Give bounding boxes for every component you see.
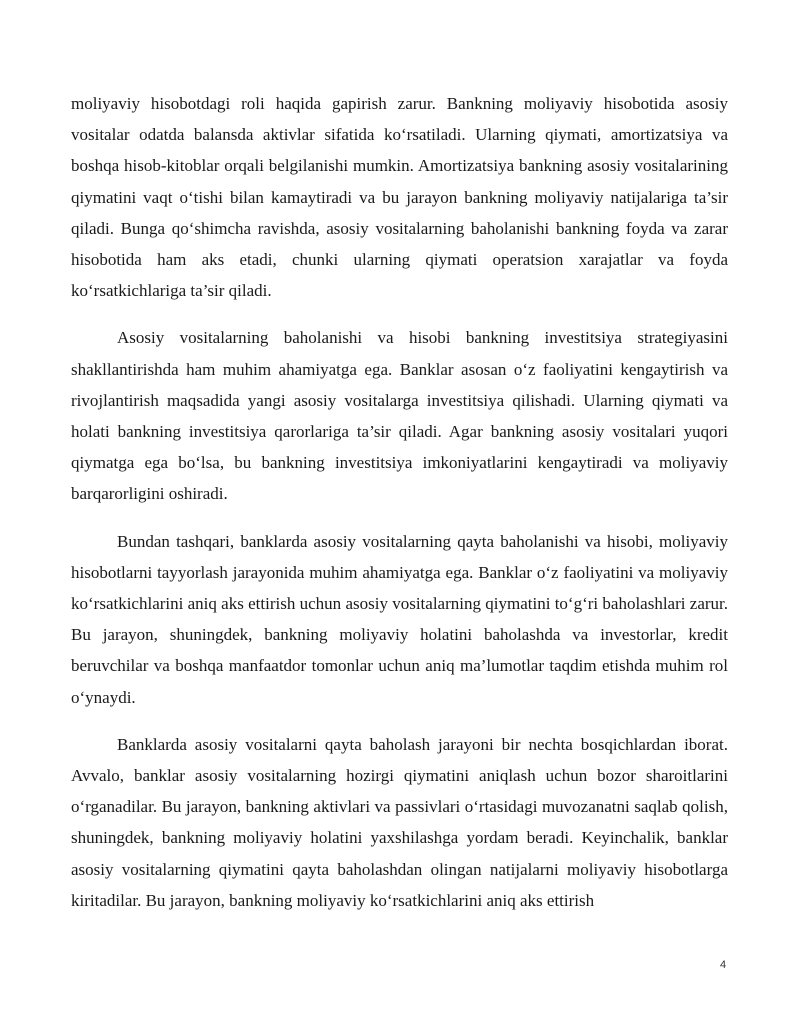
paragraph-revaluation-stages: Banklarda asosiy vositalarni qayta baholash jarayoni bir nechta bosqichlardan iborat. Avvalo, banklar asosiy vositalarning hozirgi qiymatini aniqlash uchun bozor sharoitlarini o‘rganadilar. Bu jarayon, bankning aktivlari va passivlari o‘rtasidagi muvozanatni saqlab qolish, shuningdek, bankning moliyaviy holatini yaxshilashga yordam beradi. Keyinchalik, banklar asosiy vositalarning qiymatini qayta baholashdan olingan natijalarni moliyaviy hisobotlarga kiritadilar. Bu jarayon, bankning moliyaviy ko‘rsatkichlarini aniq aks ettirish [71, 734, 728, 910]
paragraph-revaluation-reporting: Bundan tashqari, banklarda asosiy vositalarning qayta baholanishi va hisobi, moliyaviy hisobotlarni tayyorlash jarayonida muhim ahamiyatga ega. Banklar o‘z faoliyatini va moliyaviy ko‘rsatkichlarini aniq aks ettirish uchun asosiy vositalarning qiymatini to‘g‘ri baholashlari zarur. Bu jarayon, shuningdek, bankning moliyaviy holatini baholashda va investorlar, kredit beruvchilar va boshqa manfaatdor tomonlar uchun aniq ma’lumotlar taqdim etishda muhim rol o‘ynaydi. [71, 531, 728, 707]
page-number: 4 [720, 959, 727, 971]
paragraph-investment-strategy: Asosiy vositalarning baholanishi va hisobi bankning investitsiya strategiyasini shakllantirishda ham muhim ahamiyatga ega. Banklar asosan o‘z faoliyatini kengaytirish va rivojlantirish maqsadida yangi asosiy vositalarga investitsiya qilishadi. Ularning qiymati va holati bankning investitsiya qarorlariga ta’sir qiladi. Agar bankning asosiy vositalari yuqori qiymatga ega bo‘lsa, bu bankning investitsiya imkoniyatlarini kengaytiradi va moliyaviy barqarorligini oshiradi. [71, 328, 728, 504]
paragraph-continuation: moliyaviy hisobotdagi roli haqida gapirish zarur. Bankning moliyaviy hisobotida asosiy vositalar odatda balansda aktivlar sifatida ko‘rsatiladi. Ularning qiymati, amortizatsiya va boshqa hisob-kitoblar orqali belgilanishi mumkin. Amortizatsiya bankning asosiy vositalarining qiymatini vaqt o‘tishi bilan kamaytiradi va bu jarayon bankning moliyaviy natijalariga ta’sir qiladi. Bunga qo‘shimcha ravishda, asosiy vositalarning baholanishi bankning foyda va zarar hisobotida ham aks etadi, chunki ularning qiymati operatsion xarajatlar va foyda ko‘rsatkichlariga ta’sir qiladi. [71, 94, 728, 301]
body-text [71, 88, 728, 932]
